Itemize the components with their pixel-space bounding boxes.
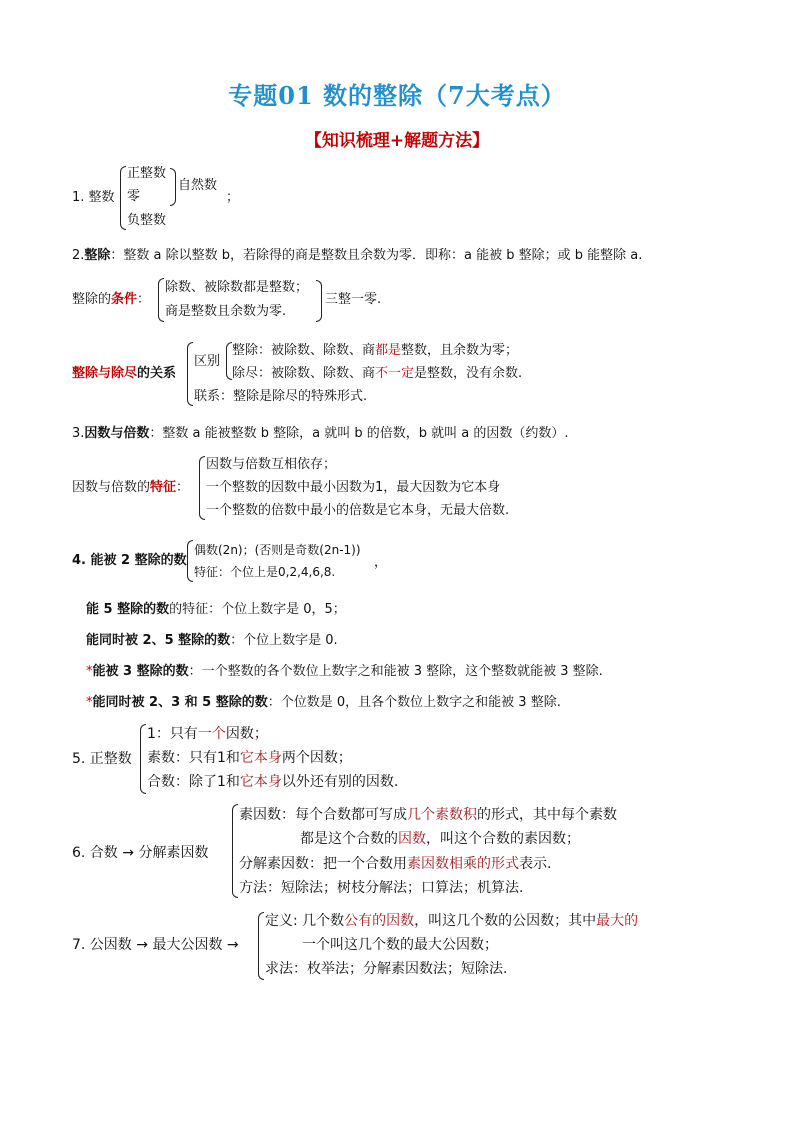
s5-label: 5. 正整数 [72,751,132,767]
page-subtitle: 【知识梳理+解题方法】 [304,131,490,151]
s7-row-method: 求法：枚举法；分解素因数法；短除法. [265,961,508,977]
s3-definition: 3.因数与倍数：整数 a 能被整数 b 整除，a 就叫 b 的倍数，b 就叫 a 的因数（约数）. [72,426,569,441]
s6-row-methods: 方法：短除法；树枝分解法；口算法；机算法. [239,880,524,896]
s1-end: ； [226,190,240,205]
s5-row-composite: 合数：除了1和它本身以外还有别的因数. [147,774,399,790]
s4-div2and5: 能同时被 2、5 整除的数：个位上数字是 0. [86,633,338,648]
s2-condition-right-brace [316,280,322,322]
s6-row-prime-factor-cont: 都是这个合数的因数，叫这个合数的素因数； [300,831,580,847]
s1-item-zero: 零 [127,189,141,204]
s6-row-factorize: 分解素因数：把一个合数用素因数相乘的形式表示. [239,856,552,872]
s3-feature-label: 因数与倍数的特征： [72,480,190,495]
s4-even-feature: 特征：个位上是0,2,4,6,8. [194,565,336,579]
s5-row-one: 1：只有一个因数； [147,726,268,742]
s5-brace [140,724,146,794]
s2-condition-label: 整除的条件： [72,292,151,307]
s4-brace [187,540,193,582]
s1-brace [120,166,126,230]
s1-item-positive: 正整数 [127,166,167,181]
s3-feature-brace [199,456,205,520]
page-title: 专题01 数的整除（7大考点） [228,81,566,110]
s4-div235: *能同时被 2、3 和 5 整除的数：个位数是 0，且各个数位上数字之和能被 3 整除. [86,695,561,710]
s2-condition-result: 三整一零. [325,292,382,307]
s1-item-negative: 负整数 [127,213,167,228]
s3-feature-1: 因数与倍数互相依存； [206,457,337,472]
s4-div3: *能被 3 整除的数：一个整数的各个数位上数字之和能被 3 整除，这个整数就能被 3 整除. [86,664,603,679]
s2-relation-label: 整除与除尽的关系 [72,366,177,381]
s7-label: 7. 公因数 → 最大公因数 → [72,937,239,953]
s6-row-prime-factor: 素因数：每个合数都可写成几个素数积的形式，其中每个素数 [239,807,617,823]
s2-condition-1: 除数、被除数都是整数； [165,280,309,295]
s5-row-prime: 素数：只有1和它本身两个因数； [147,750,352,766]
s4-end: ， [374,555,388,570]
s2-zhengchu: 整除：被除数、除数、商都是整数，且余数为零； [232,343,519,358]
s2-relation-brace [187,342,193,406]
s4-even: 偶数(2n)；(否则是奇数(2n-1)) [194,543,361,557]
s2-definition: 2.整除：整数 a 除以整数 b，若除得的商是整数且余数为零．即称：a 能被 b 整除；或 b 能整除 a. [72,248,643,263]
s2-link: 联系：整除是除尽的特殊形式. [194,389,368,404]
s7-brace [258,912,264,980]
s6-brace [232,804,238,898]
s1-right-brace [170,168,176,206]
s2-condition-2: 商是整数且余数为零. [165,304,287,319]
s3-feature-3: 一个整数的倍数中最小的倍数是它本身，无最大倍数. [206,503,510,518]
s6-label: 6. 合数 → 分解素因数 [72,845,209,861]
s3-feature-2: 一个整数的因数中最小因数为1，最大因数为它本身 [206,480,501,495]
s2-condition-brace [158,278,164,322]
s2-diff-label: 区别 [194,354,221,369]
s1-label: 1. 整数 [72,190,115,205]
s7-row-definition-cont: 一个叫这几个数的最大公因数； [302,937,498,953]
s2-chujin: 除尽：被除数、除数、商不一定是整数，没有余数. [232,366,523,381]
s4-div5: 能 5 整除的数的特征：个位上数字是 0，5； [86,602,346,617]
s7-row-definition: 定义: 几个数公有的因数，叫这几个数的公因数；其中最大的 [265,913,639,929]
s4-label: 4. 能被 2 整除的数 [72,553,187,568]
s1-group-natural: 自然数 [178,178,218,193]
